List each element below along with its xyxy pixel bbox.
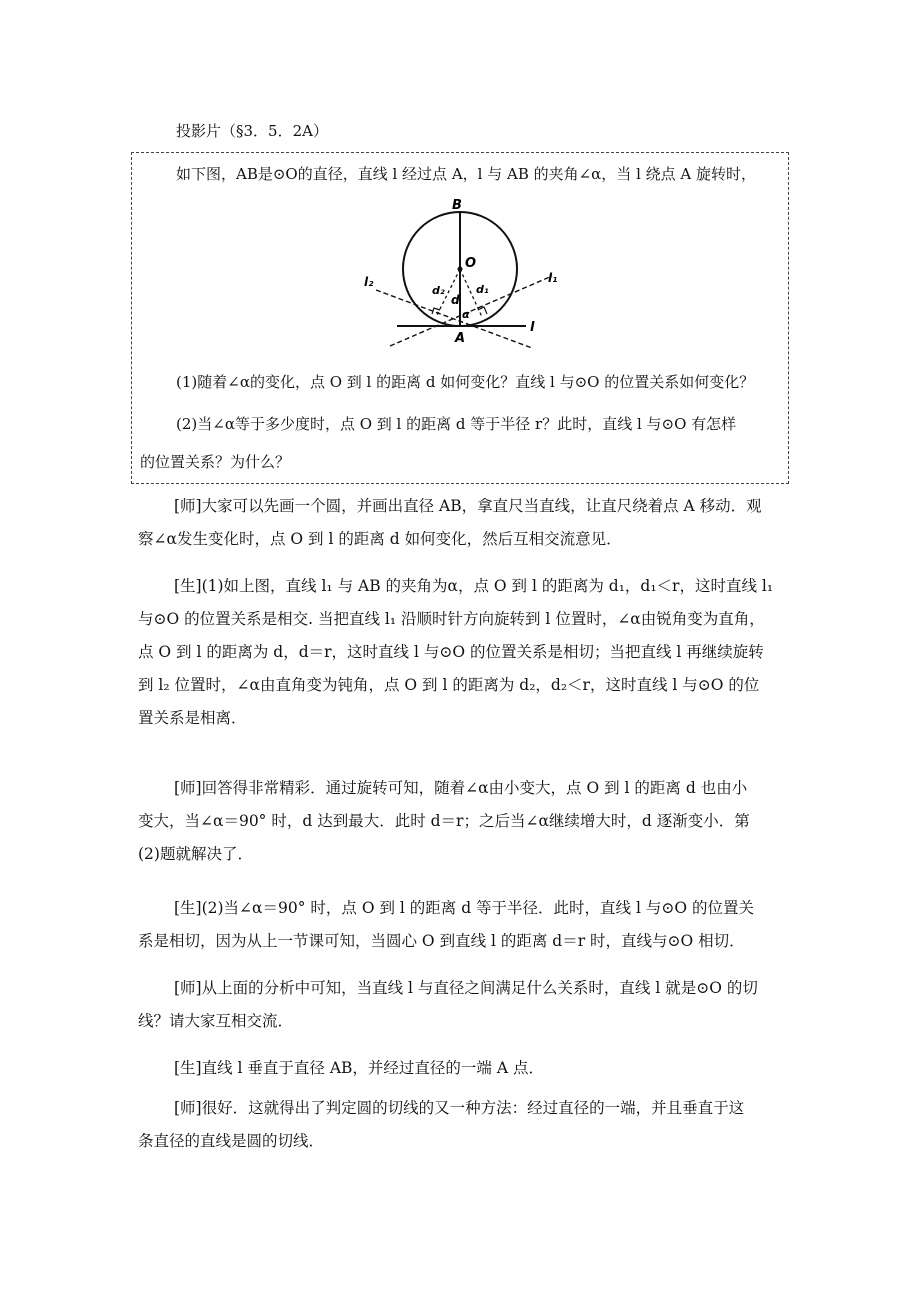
geometry-figure [354,193,558,348]
label-o: O [465,256,477,271]
label-d1: d₁ [476,283,489,296]
box-line-4: 的位置关系？为什么？ [140,453,291,471]
label-d: d [451,293,460,307]
box-line-1: 如下图，AB是⊙O的直径，直线 l 经过点 A，l 与 AB 的夹角∠α，当 l 绕点 A 旋转时， [176,165,757,183]
paragraph-teacher-4: [师]很好．这就得出了判定圆的切线的又一种方法：经过直径的一端，并且垂直于这 条直径的直线是圆的切线． [138,1099,745,1150]
label-a: A [455,331,466,346]
box-line-3: (2)当∠α等于多少度时，点 O 到 l 的距离 d 等于半径 r？此时，直线 l 与⊙O 有怎样 [176,415,737,433]
label-d2: d₂ [432,284,445,297]
label-l1: l₁ [548,271,558,285]
paragraph-teacher-3: [师]从上面的分析中可知，当直线 l 与直径之间满足什么关系时，直线 l 就是⊙O 的切 线？请大家互相交流． [138,979,758,1030]
paragraph-student-3: [生]直线 l 垂直于直径 AB，并经过直径的一端 A 点． [174,1059,544,1077]
paragraph-student-1: [生](1)如上图，直线 l₁ 与 AB 的夹角为α，点 O 到 l 的距离为 d₁，d₁＜r，这时直线 l₁ 与⊙O 的位置关系是相交. 当把直线 l₁ 沿顺时针方向旋转到 l 位置时，∠α由锐角变为直角， 点 O 到 l 的距离为 d，d＝r，这时直线 l 与⊙O 的位置关系是相切；当把直线 l 再继续旋转 到 l₂ 位置时，∠α由直角变为钝角，点 O 到 l 的距离为 d₂，d₂＜r，这时直线 l 与⊙O 的位 置关系是相离． [138,577,774,727]
paragraph-student-2: [生](2)当∠α＝90° 时，点 O 到 l 的距离 d 等于半径．此时，直线 l 与⊙O 的位置关 系是相切，因为从上一节课可知，当圆心 O 到直线 l 的距离 d＝r 时，直线与⊙O 相切． [138,899,754,950]
label-l: l [530,320,535,335]
projection-title: 投影片（§3．5．2A） [176,122,328,140]
paragraph-teacher-2: [师]回答得非常精彩．通过旋转可知，随着∠α由小变大，点 O 到 l 的距离 d 也由小 变大，当∠α＝90° 时，d 达到最大．此时 d＝r；之后当∠α继续增大时，d 逐渐变小．第 (2)题就解决了． [138,779,750,863]
box-line-2: (1)随着∠α的变化，点 O 到 l 的距离 d 如何变化？直线 l 与⊙O 的位置关系如何变化？ [176,373,755,391]
paragraph-teacher-1: [师]大家可以先画一个圆，并画出直径 AB，拿直尺当直线，让直尺绕着点 A 移动．观 察∠α发生变化时，点 O 到 l 的距离 d 如何变化，然后互相交流意见． [138,497,762,548]
point-o [458,267,463,272]
label-b: B [452,198,462,213]
label-l2: l₂ [364,275,374,289]
line-l1 [390,276,552,346]
label-alpha: α [462,308,470,321]
